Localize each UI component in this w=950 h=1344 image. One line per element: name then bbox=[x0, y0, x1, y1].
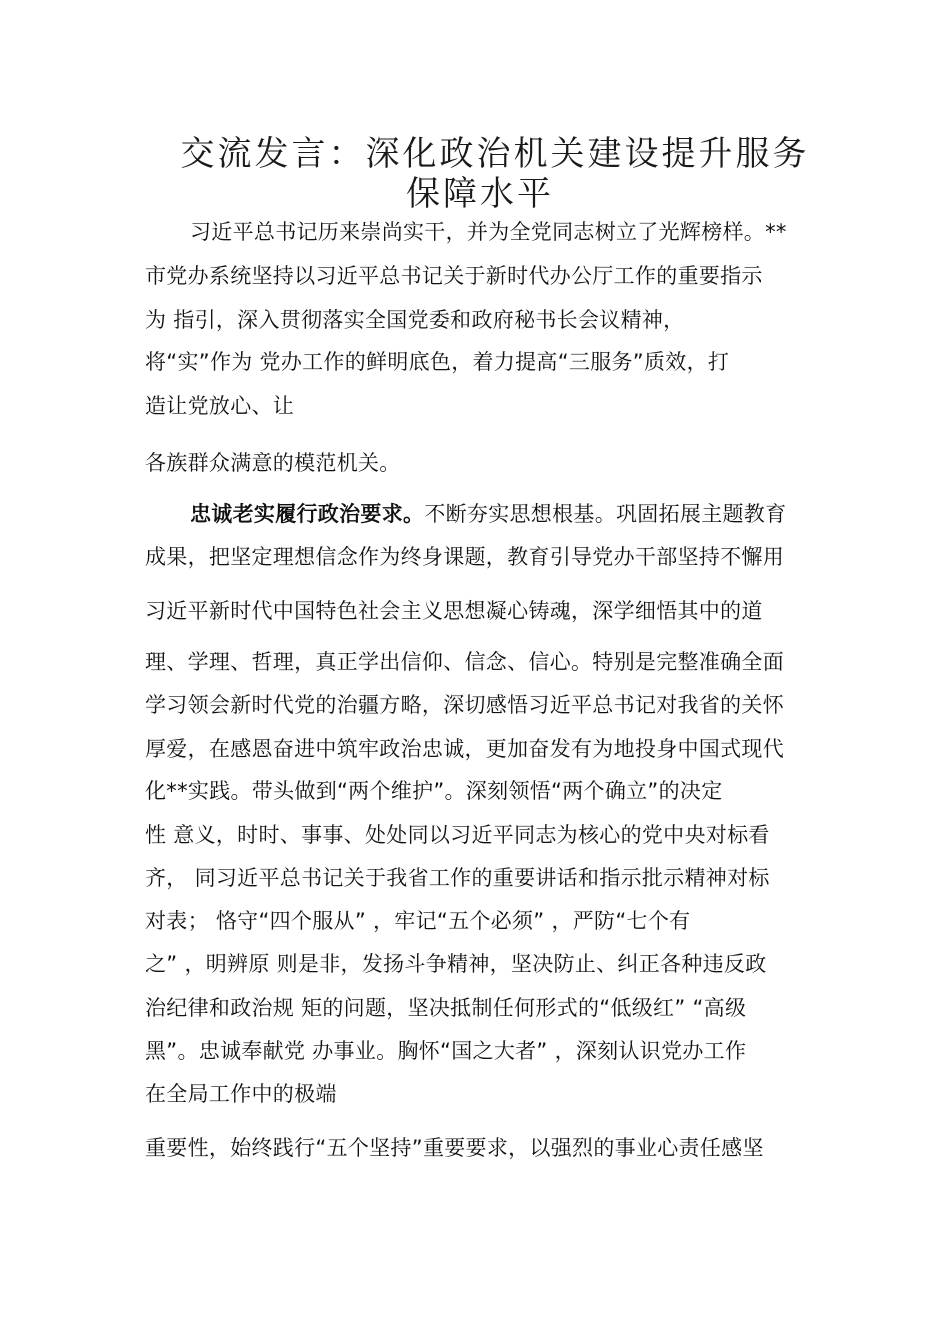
paragraph-line: 习近平总书记历来崇尚实干，并为全党同志树立了光辉榜样。** bbox=[190, 220, 787, 244]
paragraph-line: 为 指引，深入贯彻落实全国党委和政府秘书长会议精神， bbox=[145, 308, 685, 332]
paragraph-line: 理、学理、哲理，真正学出信仰、信念、信心。特别是完整准确全面 bbox=[145, 650, 784, 674]
section-paragraph-line bbox=[190, 500, 786, 528]
paragraph-line: 成果，把坚定理想信念作为终身课题，教育引导党办干部坚持不懈用 bbox=[145, 545, 784, 569]
paragraph-line: 治纪律和政治规 矩的问题，坚决抵制任何形式的“低级红” “高级 bbox=[145, 996, 747, 1020]
paragraph-line: 习近平新时代中国特色社会主义思想凝心铸魂，深学细悟其中的道 bbox=[145, 599, 763, 623]
paragraph-line: 厚爱，在感恩奋进中筑牢政治忠诚，更加奋发有为地投身中国式现代 bbox=[145, 737, 784, 761]
section-heading: 忠诚老实履行政治要求。 bbox=[190, 502, 425, 526]
document-title-line-1: 交流发言：深化政治机关建设提升服务 bbox=[180, 134, 810, 174]
paragraph-text: 不断夯实思想根基。巩固拓展主题教育 bbox=[424, 502, 787, 526]
paragraph-line: 化**实践。带头做到“两个维护”。深刻领悟“两个确立”的决定 bbox=[145, 779, 723, 803]
paragraph-line: 重要性，始终践行“五个坚持”重要要求，以强烈的事业心责任感坚 bbox=[145, 1136, 764, 1160]
paragraph-line: 对表； 恪守“四个服从” ，牢记“五个必须” ，严防“七个有 bbox=[145, 909, 691, 933]
paragraph-line: 造让党放心、让 bbox=[145, 394, 295, 418]
paragraph-line: 黑”。忠诚奉献党 办事业。胸怀“国之大者” ，深刻认识党办工作 bbox=[145, 1039, 747, 1063]
document-title-line-2: 保障水平 bbox=[406, 174, 554, 214]
paragraph-line: 各族群众满意的模范机关。 bbox=[145, 451, 401, 475]
paragraph-line: 学习领会新时代党的治疆方略，深切感悟习近平总书记对我省的关怀 bbox=[145, 693, 784, 717]
paragraph-line: 市党办系统坚持以习近平总书记关于新时代办公厅工作的重要指示 bbox=[145, 264, 763, 288]
paragraph-line: 在全局工作中的极端 bbox=[145, 1082, 337, 1106]
paragraph-line: 将“实”作为 党办工作的鲜明底色，着力提高“三服务”质效，打 bbox=[145, 350, 730, 374]
paragraph-line: 齐， 同习近平总书记关于我省工作的重要讲话和指示批示精神对标 bbox=[145, 866, 770, 890]
paragraph-line: 之” ，明辨原 则是非，发扬斗争精神，坚决防止、纠正各种违反政 bbox=[145, 952, 767, 976]
paragraph-line: 性 意义，时时、事事、处处同以习近平同志为核心的党中央对标看 bbox=[145, 823, 770, 847]
